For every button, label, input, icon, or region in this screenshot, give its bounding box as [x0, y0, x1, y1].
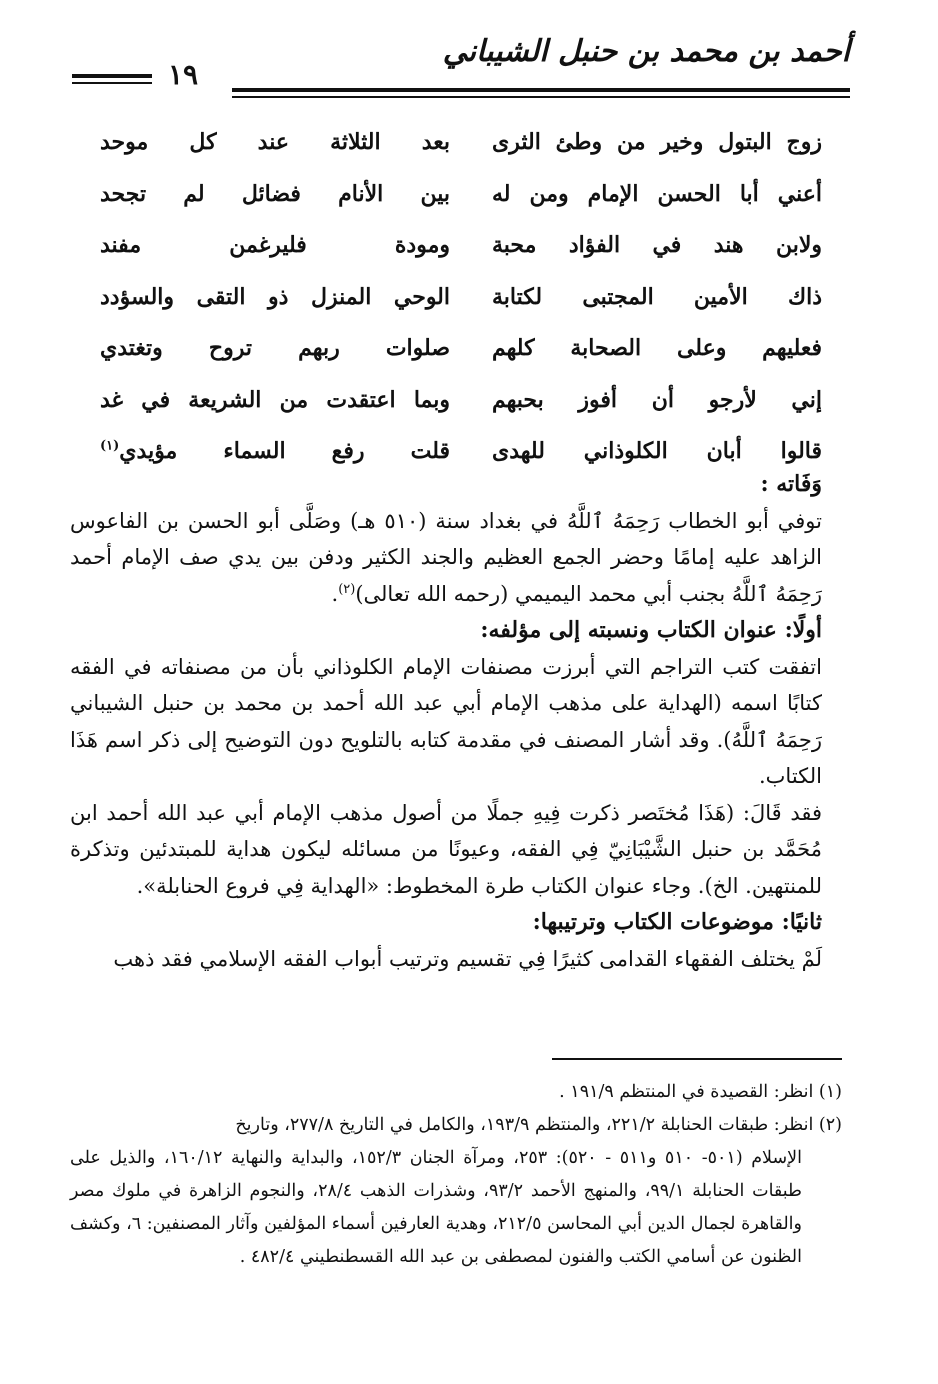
verse-first-half: ذاك الأمين المجتبى لكتابة — [492, 283, 822, 310]
verse-second-half: بعد الثلاثة عند كل موحد — [100, 129, 450, 155]
section-heading-death: وَفَاته : — [760, 471, 822, 497]
verse-first-half: قالوا أبان الكلوذاني للهدى — [492, 438, 822, 464]
poem-verse — [100, 380, 822, 432]
poem-verse — [100, 174, 822, 226]
verse-second-half: وبما اعتقدت من الشريعة في غد — [100, 386, 450, 413]
header-rule-left — [72, 74, 152, 78]
header-rule-left-thin — [72, 82, 152, 84]
footnote-2: (٢) انظر: طبقات الحنابلة ٢٢١/٢، والمنتظم ١٩٣/٩، والكامل في التاريخ ٢٧٧/٨، وتاريخ — [235, 1115, 842, 1135]
paragraph: فقد قَالَ: (هَذَا مُختَصر ذكرت فِيهِ جملًا من أصول مذهب الإمام أبي عبد الله أحمد ابن مُحَمَّد بن حنبل الشَّيْبَانِيّ فِي الفقه، وعيونًا من مسائله ليكون هداية للمبتدئين وتذكرة للمنتهين. الخ). وجاء عنوان الكتاب طرة المخطوط: «الهداية فِي فروع الحنابلة». — [70, 800, 822, 898]
poem — [100, 122, 822, 483]
running-header — [72, 30, 850, 100]
paragraph: لَمْ يختلف الفقهاء القدامى كثيرًا فِي تقسيم وترتيب أبواب الفقه الإسلامي فقد ذهب — [113, 946, 822, 971]
verse-first-half: فعليهم وعلى الصحابة كلهم — [492, 335, 822, 361]
header-title: أحمد بن محمد بن حنبل الشيباني — [442, 34, 850, 69]
footnote-marker: (٢) — [338, 581, 356, 597]
footnotes — [70, 1076, 842, 1274]
verse-first-half: أعني أبا الحسن الإمام ومن له — [492, 180, 822, 207]
verse-second-half — [100, 431, 450, 471]
verse-second-half: ومودة فليرغمن مفند — [100, 232, 450, 258]
poem-verse — [100, 328, 822, 380]
poem-verse — [100, 122, 822, 174]
paragraph: اتفقت كتب التراجم التي أبرزت مصنفات الإمام الكلوذاني بأن من مصنفاته في الفقه كتابًا اسمه (الهداية على مذهب الإمام أبي عبد الله أحمد بن محمد بن حنبل الشيباني رَحِمَهُ ٱللَّهُ). وقد أشار المصنف في مقدمة كتابه بالتلويح دون التوضيح إلى ذكر اسم هَذَا الكتاب. — [70, 654, 822, 788]
verse-second-half-text: قلت رفع السماء مؤيدي — [119, 438, 450, 464]
footnote-2-continued: الإسلام (٥٠١- ٥١٠ و٥١١ - ٥٢٠): ٢٥٣، ومرآة الجنان ١٥٢/٣، والبداية والنهاية ١٦٠/١٢، والذيل على طبقات الحنابلة ٩٩/١، والمنهج الأحمد ٩٣/٢، وشذرات الذهب ٢٨/٤، والنجوم الزاهرة في ملوك مصر والقاهرة لجمال الدين أبي المحاسن ٢١٢/٥، وهدية العارفين أسماء المؤلفين وآثار المصنفين: ٦، وكشف الظنون عن أسامي الكتب والفنون لمصطفى بن عبد الله القسطنطيني ٤٨٢/٤ . — [70, 1148, 802, 1267]
verse-second-half: بين الأنام فضائل لم تجحد — [100, 180, 450, 207]
verse-first-half: ولابن هند في الفؤاد محبة — [492, 232, 822, 258]
verse-second-half: صلوات ربهم تروح وتغتدي — [100, 335, 450, 361]
verse-first-half: إني لأرجو أن أفوز بحبهم — [492, 386, 822, 413]
footnote-1: (١) انظر: القصيدة في المنتظم ١٩١/٩ . — [559, 1082, 842, 1102]
section-heading-title: أولًا: عنوان الكتاب ونسبته إلى مؤلفه: — [480, 617, 822, 643]
header-rule-thin — [232, 96, 850, 98]
poem-verse — [100, 225, 822, 277]
footnote-marker: (١) — [100, 438, 120, 454]
header-rule — [232, 88, 850, 92]
body-text — [70, 466, 822, 977]
paragraph-death: توفي أبو الخطاب رَحِمَهُ ٱللَّهُ في بغداد سنة (٥١٠ هـ) وصَلَّى أبو الحسن بن الفاعوس الزاهد عليه إمامًا وحضر الجمع العظيم والجند الكثير ودفن بين يدي صف الإمام أحمد رَحِمَهُ ٱللَّهُ بجنب أبي محمد اليميمي (رحمه الله تعالى)$^{(٢)}$. — [70, 508, 822, 606]
verse-second-half: الوحي المنزل ذو التقى والسؤدد — [100, 283, 450, 310]
paragraph-death-text: توفي أبو الخطاب رَحِمَهُ ٱللَّهُ في بغداد سنة (٥١٠ هـ) وصَلَّى أبو الحسن بن الفاعوس الزاهد عليه إمامًا وحضر الجمع العظيم والجند الكثير ودفن بين يدي صف الإمام أحمد رَحِمَهُ ٱللَّهُ بجنب أبي محمد اليميمي (رحمه الله تعالى) — [70, 508, 822, 606]
section-heading-topics: ثانيًا: موضوعات الكتاب وترتيبها: — [532, 909, 822, 935]
poem-verse — [100, 277, 822, 329]
footnote-divider — [552, 1058, 842, 1060]
verse-first-half: زوج البتول وخير من وطئ الثرى — [492, 129, 822, 155]
page-number: ١٩ — [168, 58, 199, 91]
